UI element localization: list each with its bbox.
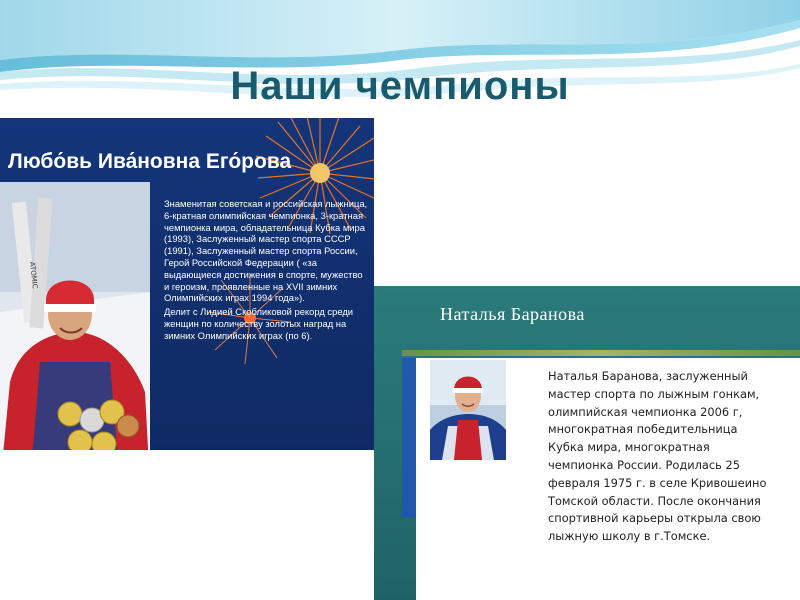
champion-name-baranova: Наталья Баранова xyxy=(440,304,585,324)
baranova-photo xyxy=(430,360,506,460)
egorova-photo xyxy=(0,182,150,450)
slide-title: Наши чемпионы xyxy=(230,64,570,108)
bio-line: Томской области. После окончания xyxy=(548,493,761,508)
bio-line: олимпийская чемпионка 2006 г, xyxy=(548,404,743,419)
champion-card-baranova xyxy=(374,286,800,600)
divider xyxy=(402,350,800,356)
ski-brand-text: ATOMIC xyxy=(28,261,39,290)
champion-name-egorova: Любо́вь Ива́новна Его́рова xyxy=(8,150,292,173)
bio-line: спортивной карьеры открыла свою xyxy=(548,511,761,526)
bio-paragraph: Знаменитая советская и российская лыжница, 6-кратная олимпийская чемпионка, 3-кратная чемпионка мира, обладательница Кубка мира (1993), Заслуженный мастер спорта СССР (1991), Заслуженный мастер спорта России, Герой Российской Федерации ( «за выдающиеся достижения в спорте, мужество и героизм, проявленные на XVII зимних Олимпийских играх 1994 года»). xyxy=(164,198,368,304)
bio-paragraph: Делит с Лидией Скобликовой рекорд среди женщин по количеству золотых наград на зимних Олимпийских играх (по 6). xyxy=(164,306,354,341)
bio-line: Кубка мира, многократная xyxy=(548,440,710,455)
bio-line: февраля 1975 г. в селе Кривошеино xyxy=(548,475,767,490)
bio-line: мастер спорта по лыжным гонкам, xyxy=(548,386,760,401)
champion-card-egorova xyxy=(0,118,374,450)
bio-line: лыжную школу в г.Томске. xyxy=(548,529,711,544)
bio-line: многократная победительница xyxy=(548,422,738,437)
bio-line: Наталья Баранова, заслуженный xyxy=(548,369,748,383)
bio-line: чемпионка России. Родилась 25 xyxy=(548,457,740,472)
egorova-biography xyxy=(164,198,370,344)
baranova-biography xyxy=(548,368,800,546)
accent-bar xyxy=(402,358,416,518)
